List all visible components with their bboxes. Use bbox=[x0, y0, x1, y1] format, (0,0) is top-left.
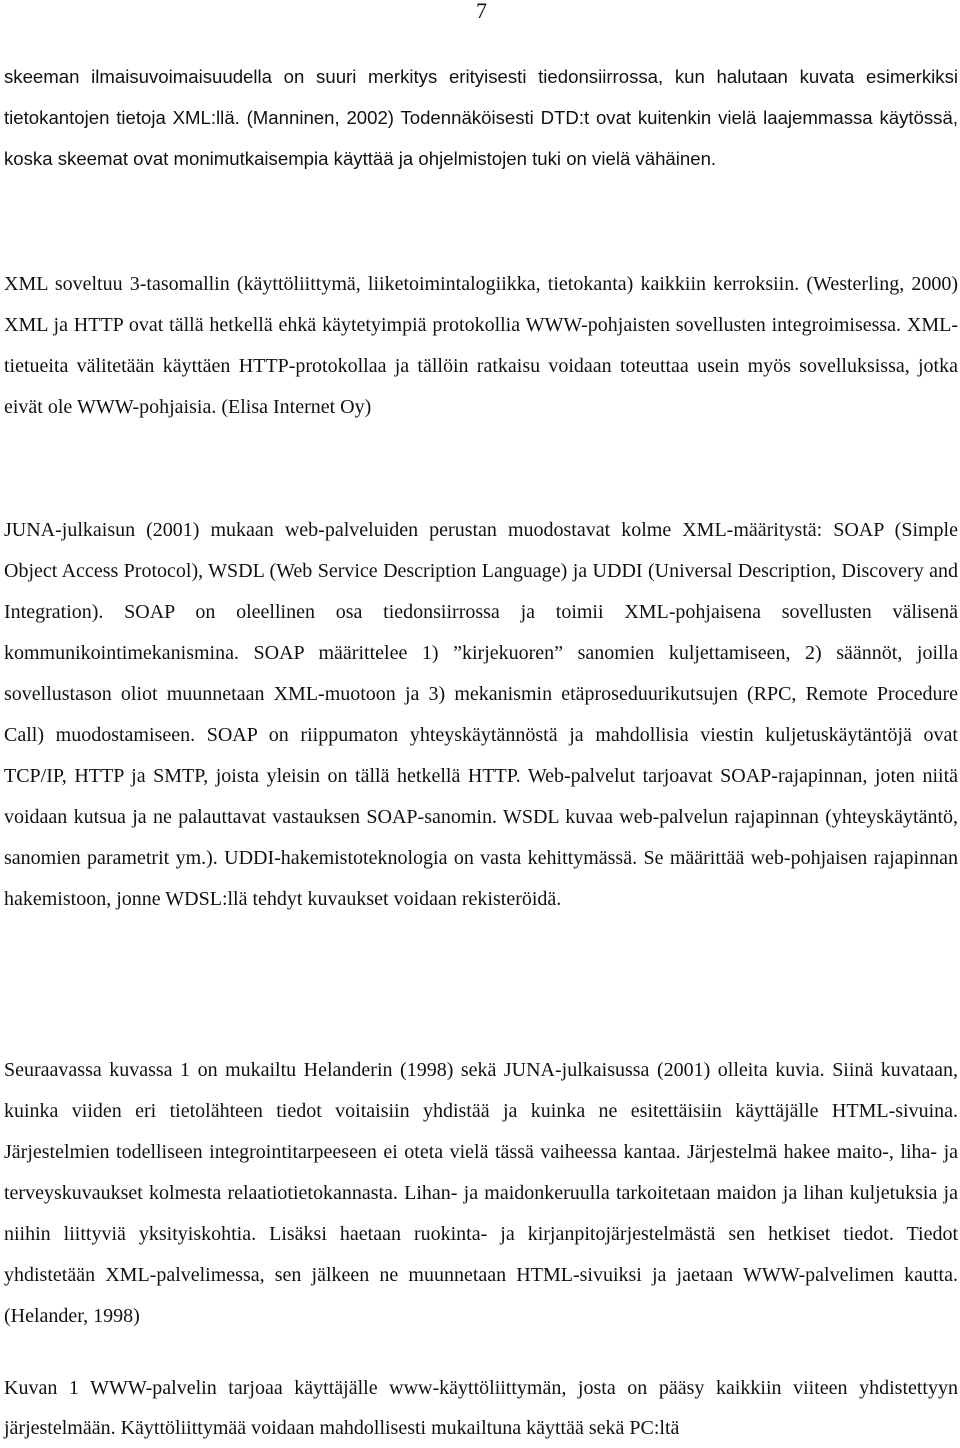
page-number: 7 bbox=[476, 0, 487, 23]
paragraph-web-services: JUNA-julkaisun (2001) mukaan web-palveluiden perustan muodostavat kolme XML-määritystä: SOAP (Simple Object Access Protocol), WSDL (Web Service Description Language) ja UDDI (Universal Description, Discovery and Integration). SOAP on oleellinen osa tiedonsiirrossa ja toimii XML-pohjaisena sovellusten välisenä kommunikointimekanismina. SOAP määrittelee 1) ”kirjekuoren” sanomien kuljettamiseen, 2) säännöt, joilla sovellustason oliot muunnetaan XML-muotoon ja 3) mekanismin etäproseduurikutsujen (RPC, Remote Procedure Call) muodostamiseen. SOAP on riippumaton yhteyskäytännöstä ja mahdollisia viestin kuljetuskäytäntöjä ovat TCP/IP, HTTP ja SMTP, joista yleisin on tällä hetkellä HTTP. Web-palvelut tarjoavat SOAP-rajapinnan, joten niitä voidaan kutsua ja ne palauttavat vastauksen SOAP-sanomin. WSDL kuvaa web-palvelun rajapinnan (yhteyskäytäntö, sanomien parametrit ym.). UDDI-hakemistoteknologia on vasta kehittymässä. Se määrittää web-pohjaisen rajapinnan hakemistoon, jonne WDSL:llä tehdyt kuvaukset voidaan rekisteröidä. bbox=[4, 519, 958, 910]
paragraph-skeema: skeeman ilmaisuvoimaisuudella on suuri merkitys erityisesti tiedonsiirrossa, kun halutaan kuvata esimerkiksi tietokantojen tietoja XML:llä. (Manninen, 2002) Todennäköisesti DTD:t ovat kuitenkin vielä laajemmassa käytössä, koska skeemat ovat monimutkaisempia käyttää ja ohjelmistojen tuki on vielä vähäinen. bbox=[4, 66, 958, 169]
paragraph-figure-description: Seuraavassa kuvassa 1 on mukailtu Helanderin (1998) sekä JUNA-julkaisussa (2001) olleita kuvia. Siinä kuvataan, kuinka viiden eri tietolähteen tiedot voitaisiin yhdistää ja kuinka ne esitettäisiin käyttäjälle HTML-sivuina. Järjestelmien todelliseen integrointitarpeeseen ei oteta vielä tässä vaiheessa kantaa. Järjestelmä hakee maito-, liha- ja terveyskuvaukset kolmesta relaatiotietokannasta. Lihan- ja maidonkeruulla tarkoitetaan maidon ja lihan kuljetuksia ja niihin liittyviä yksityiskohtia. Lisäksi haetaan ruokinta- ja kirjanpitojärjestelmästä sen hetkiset tiedot. Tiedot yhdistetään XML-palvelimessa, sen jälkeen ne muunnetaan HTML-sivuiksi ja jaetaan WWW-palvelimen kautta. (Helander, 1998) bbox=[4, 1059, 958, 1327]
paragraph-xml-3-tier: XML soveltuu 3-tasomallin (käyttöliittymä, liiketoimintalogiikka, tietokanta) kaikkiin kerroksiin. (Westerling, 2000) XML ja HTTP ovat tällä hetkellä ehkä käytetyimpiä protokollia WWW-pohjaisten sovellusten integroimisessa. XML-tietueita välitetään käyttäen HTTP-protokollaa ja tällöin ratkaisu voidaan toteuttaa usein myös sovelluksissa, jotka eivät ole WWW-pohjaisia. (Elisa Internet Oy) bbox=[4, 273, 958, 418]
paragraph-www-server: Kuvan 1 WWW-palvelin tarjoaa käyttäjälle www-käyttöliittymän, josta on pääsy kaikkiin viiteen yhdistettyyn järjestelmään. Käyttöliittymää voidaan mahdollisesti mukailtuna käyttää sekä PC:ltä bbox=[4, 1377, 958, 1439]
